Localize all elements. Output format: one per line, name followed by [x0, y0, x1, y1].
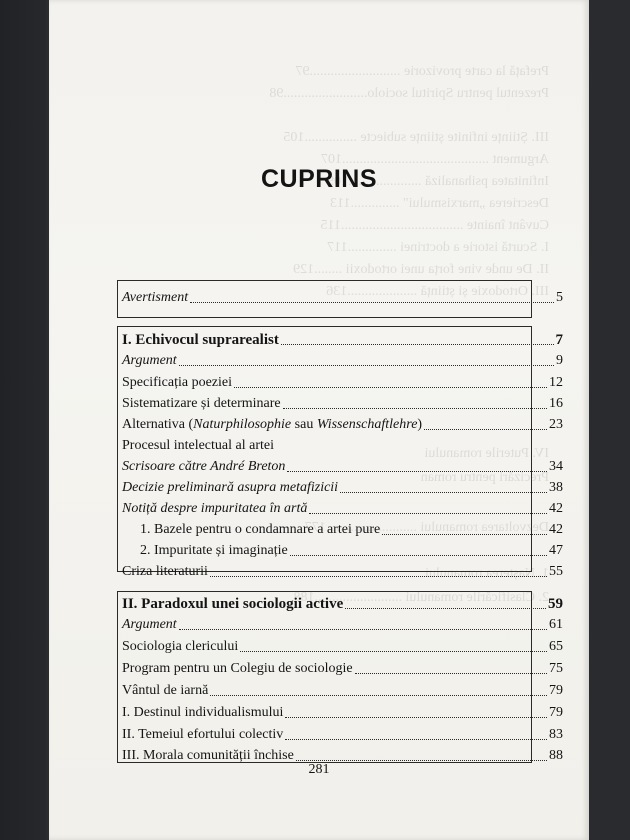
toc-entry-title: Decizie preliminară asupra metafizicii	[122, 480, 339, 495]
dot-leader	[190, 302, 554, 303]
toc-entry-title: I. Destinul individualismului	[122, 705, 284, 720]
toc-entry[interactable]	[122, 393, 563, 413]
toc-entry-page: 34	[549, 459, 563, 474]
toc-entry[interactable]	[122, 702, 563, 722]
toc-entry-page: 9	[556, 353, 563, 368]
toc-entry-page: 42	[549, 501, 563, 516]
toc-entry-page: 38	[549, 480, 563, 495]
dot-leader	[240, 651, 547, 652]
book-page	[49, 0, 589, 840]
dot-leader	[210, 695, 547, 696]
toc-entry-page: 16	[549, 396, 563, 411]
dot-leader	[285, 739, 547, 740]
toc-entry-title: 1. Bazele pentru o condamnare a artei pure	[140, 522, 381, 537]
toc-entry-page: 65	[549, 639, 563, 654]
dot-leader	[290, 555, 547, 556]
toc-entry[interactable]	[122, 477, 563, 497]
dot-leader	[210, 576, 547, 577]
toc-entry-page: 55	[549, 564, 563, 579]
toc-section-title: II. Paradoxul unei sociologii active	[122, 596, 344, 612]
toc-subentry[interactable]	[122, 519, 563, 539]
toc-entry-title: Avertisment	[122, 290, 189, 305]
toc-entry-title: Program pentru un Colegiu de sociologie	[122, 661, 353, 676]
toc-entry-title: 2. Impuritate și imaginație	[140, 543, 288, 558]
toc-entry[interactable]	[122, 680, 563, 700]
toc-entry-title: Criza literaturii	[122, 564, 208, 579]
dot-leader	[281, 344, 554, 345]
dot-leader	[296, 760, 547, 761]
toc-entry[interactable]	[122, 658, 563, 678]
toc-entry-page: 47	[549, 543, 563, 558]
toc-entry[interactable]	[122, 414, 563, 434]
toc-entry-title: Sistematizare și determinare	[122, 396, 281, 411]
toc-entry[interactable]	[122, 561, 563, 581]
toc-entry[interactable]	[122, 435, 563, 455]
toc-entry[interactable]	[122, 350, 563, 370]
dot-leader	[345, 608, 546, 609]
toc-entry[interactable]	[122, 498, 563, 518]
toc-section-2[interactable]	[122, 593, 563, 613]
toc-entry[interactable]	[122, 456, 563, 476]
toc-entry-title: Sociologia clericului	[122, 639, 239, 654]
toc-entry-title: Alternativa (Naturphilosophie sau Wissenschaftlehre)	[122, 417, 423, 432]
toc-section-title: I. Echivocul suprarealist	[122, 332, 279, 348]
toc-entry-page: 88	[549, 748, 563, 763]
show-through-text: Prefață la carte provizorie ..........................97 Prezentul pentru Spiritul sociolo........................98 III. Științe infinite științe subiecte ...............105 Argument ..........................................107 Infinitatea psihanaliză .....................109 Descrierea „marxismului" ..............113 Cuvânt înainte ...................................115 I. Scurtă istorie a doctrinei ..............117 II. De unde vine forța unei ortodoxii ........129 III. Ortodoxie și știință ....................136 IV. Puterile romanului Precizări pentru roman Dezvoltarea romanului ..........................177 1. Nașterea romanului 2. Clasificările romanului .........................188	[269, 64, 549, 605]
toc-entry-page: 79	[549, 705, 563, 720]
page-number: 281	[308, 762, 330, 777]
dot-leader	[355, 673, 547, 674]
toc-entry-page: 83	[549, 727, 563, 742]
dot-leader	[340, 492, 547, 493]
dot-leader	[179, 365, 554, 366]
toc-entry-page: 79	[549, 683, 563, 698]
toc-entry-title: II. Temeiul efortului colectiv	[122, 727, 284, 742]
toc-section-1[interactable]	[122, 329, 563, 349]
contents-heading: CUPRINS	[260, 165, 377, 193]
toc-entry-page: 12	[549, 375, 563, 390]
toc-entry-page: 5	[556, 290, 563, 305]
toc-entry-foreword[interactable]	[122, 287, 563, 307]
toc-entry-page: 42	[549, 522, 563, 537]
dot-leader	[285, 717, 547, 718]
toc-entry[interactable]	[122, 724, 563, 744]
toc-entry-title: Argument	[122, 617, 177, 632]
dot-leader	[287, 471, 547, 472]
dot-leader	[382, 534, 547, 535]
toc-entry-title: Notiță despre impuritatea în artă	[122, 501, 308, 516]
toc-entry-title: Specificația poeziei	[122, 375, 232, 390]
toc-entry[interactable]	[122, 636, 563, 656]
toc-entry-page: 23	[549, 417, 563, 432]
toc-entry-title: Vântul de iarnă	[122, 683, 209, 698]
dot-leader	[283, 408, 547, 409]
toc-section-page: 59	[548, 596, 563, 612]
toc-entry[interactable]	[122, 614, 563, 634]
toc-section-page: 7	[555, 332, 563, 348]
dot-leader	[179, 629, 547, 630]
toc-subentry[interactable]	[122, 540, 563, 560]
dot-leader	[309, 513, 547, 514]
toc-entry-title: Argument	[122, 353, 177, 368]
dot-leader	[234, 387, 547, 388]
toc-entry-title: Scrisoare către André Breton	[122, 459, 286, 474]
toc-entry-title: III. Morala comunității închise	[122, 748, 294, 763]
toc-entry-page: 61	[549, 617, 563, 632]
toc-entry-title: Procesul intelectual al artei	[122, 438, 274, 453]
toc-entry-page: 75	[549, 661, 563, 676]
dot-leader	[424, 429, 547, 430]
toc-entry[interactable]	[122, 372, 563, 392]
